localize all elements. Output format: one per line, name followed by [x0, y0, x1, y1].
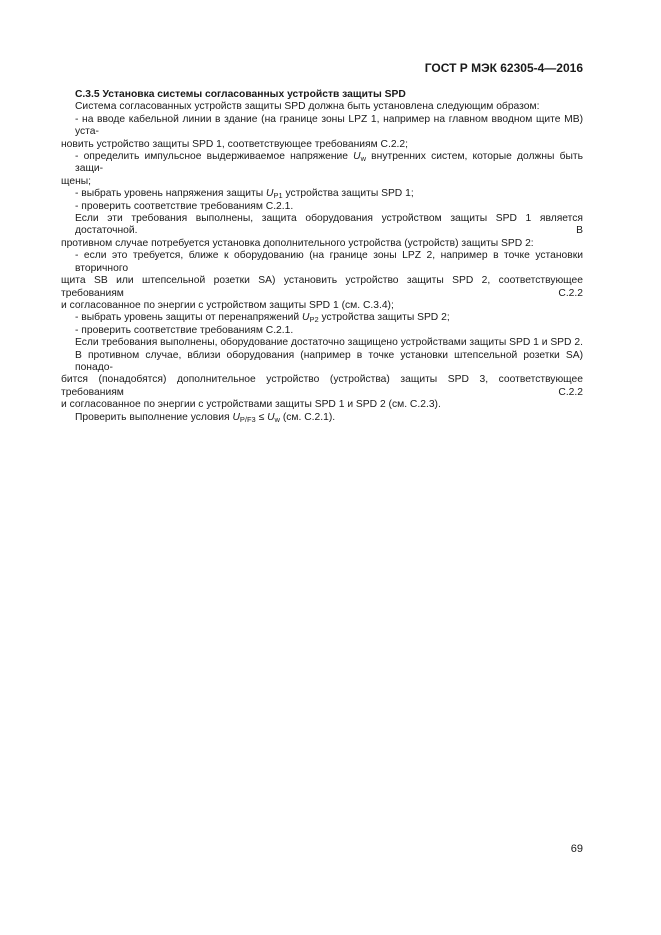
paragraph-line: щита SB или штепсельной розетки SA) установить устройство защиты SPD 2, соответствующее требованиям С.2.2	[61, 275, 583, 299]
text: - выбрать уровень напряжения защиты	[75, 188, 267, 200]
symbol: U	[232, 411, 240, 423]
paragraph-line: новить устройство защиты SPD 1, соответствующее требованиям С.2.2;	[61, 138, 408, 150]
text: устройства защиты SPD 2;	[318, 312, 450, 324]
paragraph-line: и согласованное по энергии с устройством защиты SPD 1 (см. С.3.4);	[61, 299, 394, 311]
paragraph-line: - проверить соответствие требованиям С.2.1.	[75, 324, 294, 336]
paragraph-line	[61, 188, 583, 200]
symbol: U	[266, 188, 274, 200]
paragraph-line: бится (понадобятся) дополнительное устройство (устройства) защиты SPD 3, соответствующее требованиям С.2.2	[61, 374, 583, 398]
paragraph-line: - проверить соответствие требованиям С.2.1.	[75, 200, 294, 212]
paragraph-line: Если требования выполнены, оборудование достаточно защищено устройствами защиты SPD 1 и SPD 2.	[75, 337, 583, 349]
paragraph-line: противном случае потребуется установка дополнительного устройства (устройств) защиты SPD 2:	[61, 237, 534, 249]
text: устройства защиты SPD 1;	[282, 188, 414, 200]
subscript: w	[360, 154, 367, 164]
paragraph-line	[61, 151, 583, 176]
paragraph-line: и согласованное по энергии с устройствами защиты SPD 1 и SPD 2 (см. С.2.3).	[61, 399, 441, 411]
paragraph-line: Система согласованных устройств защиты SPD должна быть установлена следующим образом:	[75, 101, 540, 113]
text: ≤	[255, 411, 268, 423]
document-body	[61, 89, 583, 424]
text: Проверить выполнение условия	[75, 411, 233, 423]
page-number: 69	[570, 843, 583, 855]
subscript: P2	[309, 315, 319, 325]
paragraph-line	[61, 412, 583, 424]
paragraph-line: - если это требуется, ближе к оборудованию (на границе зоны LPZ 2, например в точке установки вторичного	[75, 250, 583, 274]
symbol: U	[353, 151, 361, 163]
paragraph-line: - на вводе кабельной линии в здание (на границе зоны LPZ 1, например на главном вводном щите МВ) уста-	[75, 113, 583, 138]
symbol: U	[302, 312, 310, 324]
paragraph-line: Если эти требования выполнены, защита оборудования устройством защиты SPD 1 является достаточной. В	[75, 213, 583, 237]
paragraph-line: В противном случае, вблизи оборудования (например в точке установки штепсельной розетки SA) понадо-	[75, 349, 583, 373]
paragraph-line	[61, 312, 583, 324]
text: - определить импульсное выдерживаемое напряжение	[75, 151, 354, 163]
subscript: P1	[273, 191, 283, 201]
subscript: P/F3	[239, 414, 256, 424]
section-heading: С.3.5 Установка системы согласованных устройств защиты SPD	[75, 89, 406, 100]
text: внутренних систем, которые должны быть защи-	[75, 151, 583, 175]
document-header: ГОСТ Р МЭК 62305-4—2016	[424, 61, 583, 75]
text: (см. С.2.1).	[279, 411, 336, 423]
paragraph-line: щены;	[61, 175, 92, 187]
text: - выбрать уровень защиты от перенапряжений	[75, 312, 303, 324]
symbol: U	[267, 411, 275, 423]
subscript: w	[274, 414, 280, 424]
